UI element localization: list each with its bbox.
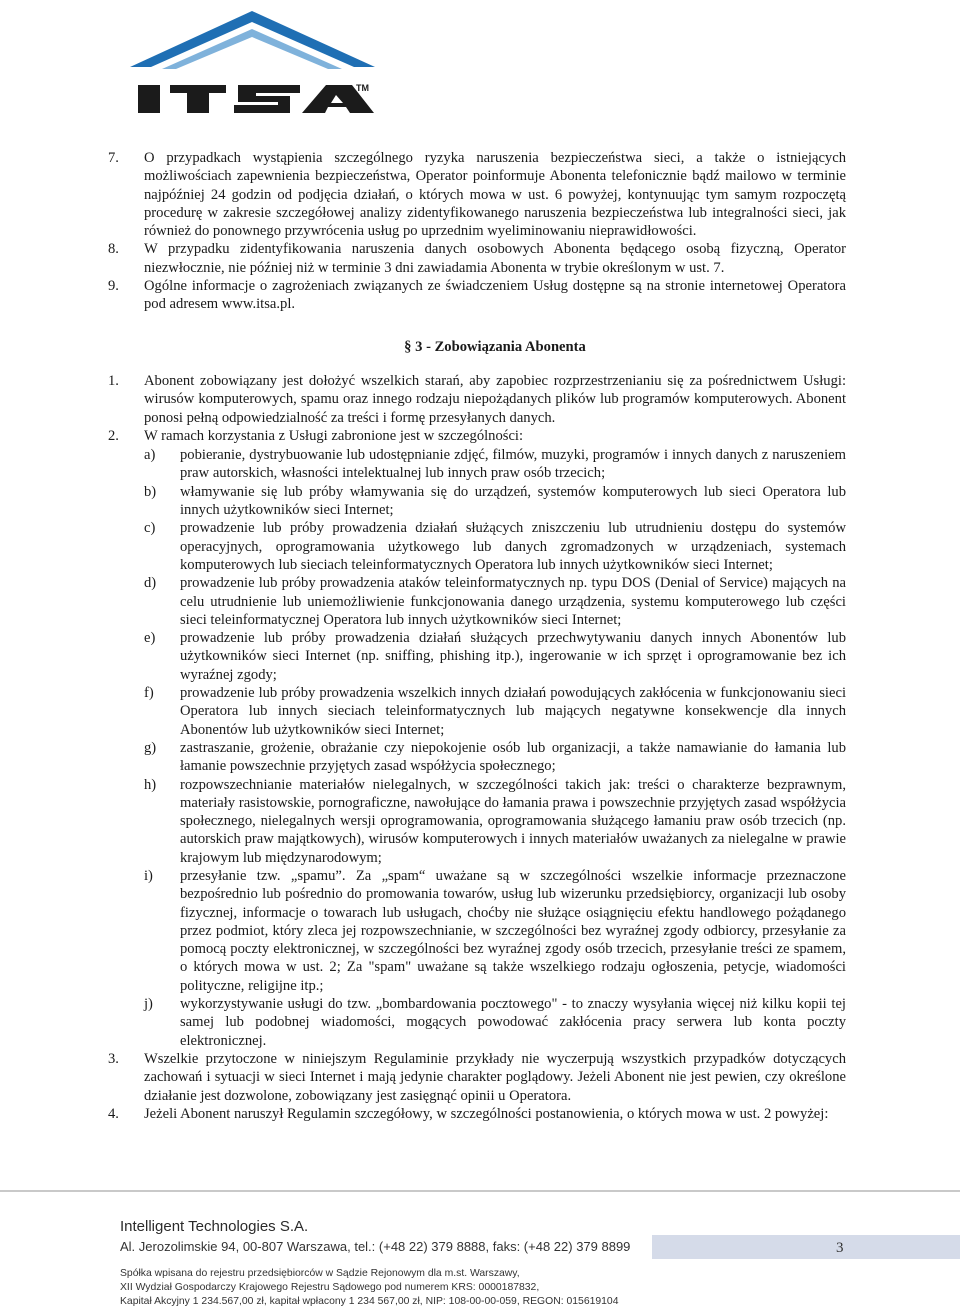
item-number: 4. bbox=[108, 1105, 119, 1122]
footer-band bbox=[652, 1235, 960, 1259]
sub-text: pobieranie, dystrybuowanie lub udostępnianie zdjęć, filmów, muzyki, programów i innych danych z naruszeniem praw autorskich, własności intelektualnej lub innych praw osób trzecich; bbox=[180, 447, 846, 482]
footer-company-name: Intelligent Technologies S.A. bbox=[120, 1218, 309, 1235]
footer-registration-line-1: Spółka wpisana do rejestru przedsiębiorców w Sądzie Rejonowym dla m.st. Warszawy, bbox=[120, 1268, 520, 1279]
sublist-item-a bbox=[144, 446, 846, 483]
sub-letter: b) bbox=[144, 483, 157, 500]
trademark-text: TM bbox=[356, 83, 369, 93]
sub-letter: a) bbox=[144, 447, 156, 464]
sublist-item-i bbox=[144, 867, 846, 995]
item-body bbox=[144, 427, 846, 1050]
item-text: O przypadkach wystąpienia szczególnego ryzyka naruszenia bezpieczeństwa sieci, a także o istniejących możliwościach zapewnienia bezpieczeństwa, Operator poinformuje Abonenta telefonicznie bądź mailowo w terminie najpóźniej 24 godzin od podjęcia działań, o których mowa w ust. 6 powyżej, kontynuując tym samym rozpoczętą procedurę w zakresie szczegółowej analizy zidentyfikowanego naruszenia bezpieczeństwa lub integralności sieci, jak również do ponownego przywrócenia usług po uprzednim wyeliminowaniu nieprawidłowości. bbox=[144, 150, 846, 240]
footer-divider bbox=[0, 1190, 960, 1192]
sublist bbox=[144, 446, 846, 1050]
sub-letter: c) bbox=[144, 520, 156, 537]
sub-letter: j) bbox=[144, 996, 153, 1013]
item-number: 8. bbox=[108, 241, 119, 258]
section-title: § 3 - Zobowiązania Abonenta bbox=[404, 338, 586, 355]
list-item-9 bbox=[108, 277, 846, 314]
item-text: Ogólne informacje o zagrożeniach związanych ze świadczeniem Usług dostępne są na stronie internetowej Operatora pod adresem www.itsa.pl. bbox=[144, 278, 846, 313]
list-item-7 bbox=[108, 149, 846, 240]
sublist-item-b bbox=[144, 483, 846, 520]
footer-address: Al. Jerozolimskie 94, 00-807 Warszawa, tel.: (+48 22) 379 8888, faks: (+48 22) 379 8899 bbox=[120, 1239, 631, 1254]
sub-text: prowadzenie lub próby prowadzenia wszelkich innych działań powodujących zakłócenia w funkcjonowaniu sieci Operatora lub innych sieciach teleinformatycznych lub mających negatywne konsekwencje dla innych Abonentów lub użytkowników sieci Internet; bbox=[180, 685, 846, 738]
sub-letter: i) bbox=[144, 867, 153, 884]
list-item-2 bbox=[108, 427, 846, 1050]
page-footer bbox=[0, 1190, 960, 1310]
document-body bbox=[108, 149, 846, 1123]
sub-text: wykorzystywanie usługi do tzw. „bombardowania pocztowego" - to znaczy wysyłania więcej niż kilku kopii tej samej lub podobnej wiadomości, mogących powodować zakłócenia pracy serwera lub konta poczty elektronicznej. bbox=[180, 996, 846, 1049]
sublist-item-g bbox=[144, 739, 846, 776]
item-text: Abonent zobowiązany jest dołożyć wszelkich starań, aby zapobiec rozprzestrzenianiu się za pośrednictwem Usługi: wirusów komputerowych, spamu oraz innego rodzaju niepożądanych plików lub programów komputerowych. Abonent ponosi pełną odpowiedzialność za treści i formę przesyłanych danych. bbox=[144, 372, 846, 426]
list-item-8 bbox=[108, 240, 846, 277]
sub-text: włamywanie się lub próby włamywania się do urządzeń, systemów komputerowych lub sieci Operatora lub innych użytkowników sieci Internet; bbox=[180, 483, 846, 519]
item-number: 1. bbox=[108, 372, 119, 389]
page-number: 3 bbox=[836, 1240, 844, 1256]
sub-text: przesyłanie tzw. „spamu”. Za „spam“ uważane są w szczególności wszelkie informacje przeznaczone bezpośrednio lub pośrednio do promowania towarów, usług lub wizerunku przedsiębiorcy, organizacji lub osoby fizycznej, informacje o towarach lub usługach, choćby nie służące osiągnięciu efektu handlowego pożądanego przez podmiot, który zleca jej rozpowszechnianie, w szczególności bez wyraźnej zgody odbiorcy, przesyłanie za pomocą poczty elektronicznej, w szczególności bez wyraźnej zgody osób trzecich, przesyłanie treści ze spamem, o których mowa w ust. 2; Za "spam" uważane są także wszelkiego rodzaju ogłoszenia, petycje, wiadomości polityczne, religijne itp.; bbox=[180, 867, 846, 994]
itsa-logo-icon bbox=[130, 5, 375, 117]
item-number: 7. bbox=[108, 150, 119, 166]
company-logo bbox=[130, 5, 375, 117]
sublist-item-f bbox=[144, 684, 846, 739]
sublist-item-c bbox=[144, 519, 846, 574]
item-text: W ramach korzystania z Usługi zabronione jest w szczególności: bbox=[144, 427, 524, 444]
item-text: W przypadku zidentyfikowania naruszenia danych osobowych Abonenta będącego osobą fizyczną, Operator niezwłocznie, nie później niż w terminie 3 dni zawiadamia Abonenta w trybie określonym w ust. 7. bbox=[144, 241, 846, 276]
item-text: Wszelkie przytoczone w niniejszym Regulaminie przykłady nie wyczerpują wszystkich przypadków dotyczących zachowań i sytuacji w sieci Internet i mają jedynie charakter poglądowy. Jeżeli Abonent nie jest pewien, czy określone działanie jest dozwolone, zobowiązany jest zasięgnąć opinii u Operatora. bbox=[144, 1050, 846, 1104]
sub-text: prowadzenie lub próby prowadzenia działań służących przechwytywaniu danych innych Abonentów lub użytkowników sieci Internet (np. sniffing, phishing itp.), ingerowanie w ich sprzęt i oprogramowanie bez ich wyraźnej zgody; bbox=[180, 630, 846, 683]
sub-letter: g) bbox=[144, 739, 157, 756]
footer-registration-line-2: XII Wydział Gospodarczy Krajowego Rejestru Sądowego pod numerem KRS: 0000187832, bbox=[120, 1282, 540, 1293]
sublist-item-j bbox=[144, 995, 846, 1050]
item-number: 9. bbox=[108, 278, 119, 295]
sub-letter: e) bbox=[144, 630, 156, 647]
item-number: 2. bbox=[108, 427, 119, 444]
item-number: 3. bbox=[108, 1050, 119, 1067]
sublist-item-d bbox=[144, 574, 846, 629]
sublist-item-h bbox=[144, 776, 846, 867]
sub-text: rozpowszechnianie materiałów nielegalnych, w szczególności takich jak: treści o charakterze bezprawnym, materiały rasistowskie, pornograficzne, nawołujące do łamania prawa i powszechnie przyjętych zasad współżycia społecznego, nielegalnych wersji oprogramowania, oprogramowania służącego łamaniu praw osób trzecich (np. autorskich praw majątkowych), wirusów komputerowych i innych materiałów uważanych za nielegalne w prawie krajowym lub międzynarodowym; bbox=[180, 776, 846, 866]
sublist-item-e bbox=[144, 629, 846, 684]
footer-registration-line-3: Kapitał Akcyjny 1 234.567,00 zł, kapitał wpłacony 1 234 567,00 zł, NIP: 108-00-00-059, REGON: 015619104 bbox=[120, 1296, 619, 1307]
sub-letter: h) bbox=[144, 776, 157, 793]
sub-text: zastraszanie, grożenie, obrażanie czy niepokojenie osób lub organizacji, a także namawianie do łamania lub łamanie powszechnie przyjętych zasad współżycia społecznego; bbox=[180, 739, 846, 775]
list-item-1 bbox=[108, 372, 846, 427]
item-text: Jeżeli Abonent naruszył Regulamin szczegółowy, w szczególności postanowienia, o których mowa w ust. 2 powyżej: bbox=[144, 1105, 829, 1122]
list-item-3 bbox=[108, 1050, 846, 1105]
list-item-4 bbox=[108, 1105, 846, 1123]
sub-text: prowadzenie lub próby prowadzenia ataków teleinformatycznych np. typu DOS (Denial of Service) mających na celu utrudnienie lub uniemożliwienie funkcjonowania danego urządzenia, systemu komputerowego lub części sieci teleinformatycznej Operatora lub innych użytkowników sieci Internet; bbox=[180, 575, 846, 628]
sub-letter: f) bbox=[144, 685, 154, 702]
sub-text: prowadzenie lub próby prowadzenia działań służących zniszczeniu lub utrudnieniu dostępu do systemów operacyjnych, oprogramowania użytkowego lub danych zgromadzonych w urządzeniach, systemach komputerowych lub sieciach teleinformatycznych Operatora lub innych użytkowników sieci Internet; bbox=[180, 520, 846, 573]
sub-letter: d) bbox=[144, 575, 157, 592]
